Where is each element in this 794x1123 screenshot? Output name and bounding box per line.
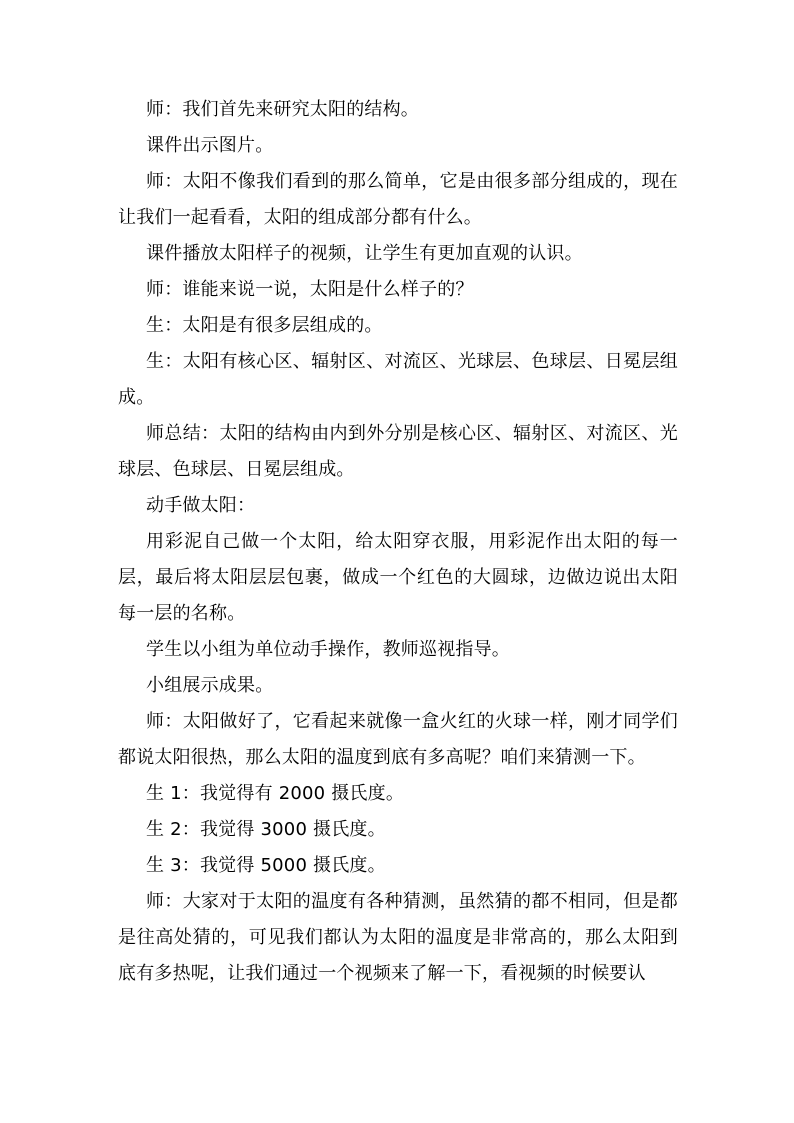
paragraph-guess-1: 生 1：我觉得有 2000 摄氏度。 [146,783,405,804]
paragraph-teacher-question: 师：谁能来说一说，太阳是什么样子的？ [146,279,474,300]
paragraph-play-video: 课件播放太阳样子的视频，让学生有更加直观的认识。 [146,243,583,264]
paragraph-make-sun-heading: 动手做太阳： [146,495,256,516]
paragraph-teacher-video-intro: 师：大家对于太阳的温度有各种猜测，虽然猜的都不相同，但是都是往高处猜的，可见我们都认为太阳的温度是非常高的，那么太阳到底有多热呢，让我们通过一个视频来了解一下，看视频的时候要认 [118,891,678,984]
paragraph-teacher-summary: 师总结：太阳的结构由内到外分别是核心区、辐射区、对流区、光球层、色球层、日冕层组成。 [118,423,678,480]
document-body [118,92,678,992]
paragraph-group-show: 小组展示成果。 [146,675,274,696]
paragraph-temperature-question: 师：太阳做好了，它看起来就像一盒火红的火球一样，刚才同学们都说太阳很热，那么太阳的温度到底有多高呢？咱们来猜测一下。 [118,711,678,768]
paragraph-guess-2: 生 2：我觉得 3000 摄氏度。 [146,819,386,840]
paragraph-show-picture: 课件出示图片。 [146,135,274,156]
paragraph-make-sun-instructions: 用彩泥自己做一个太阳，给太阳穿衣服，用彩泥作出太阳的每一层，最后将太阳层层包裹，做成一个红色的大圆球，边做边说出太阳每一层的名称。 [118,531,678,624]
paragraph-guess-3: 生 3：我觉得 5000 摄氏度。 [146,855,386,876]
paragraph-student-answer-2: 生：太阳有核心区、辐射区、对流区、光球层、色球层、日冕层组成。 [118,351,678,408]
paragraph-sun-not-simple: 师：太阳不像我们看到的那么简单，它是由很多部分组成的，现在让我们一起看看，太阳的组成部分都有什么。 [118,171,678,228]
paragraph-group-work: 学生以小组为单位动手操作，教师巡视指导。 [146,639,510,660]
paragraph-student-answer-1: 生：太阳是有很多层组成的。 [146,315,383,336]
paragraph-teacher-intro: 师：我们首先来研究太阳的结构。 [146,99,419,120]
